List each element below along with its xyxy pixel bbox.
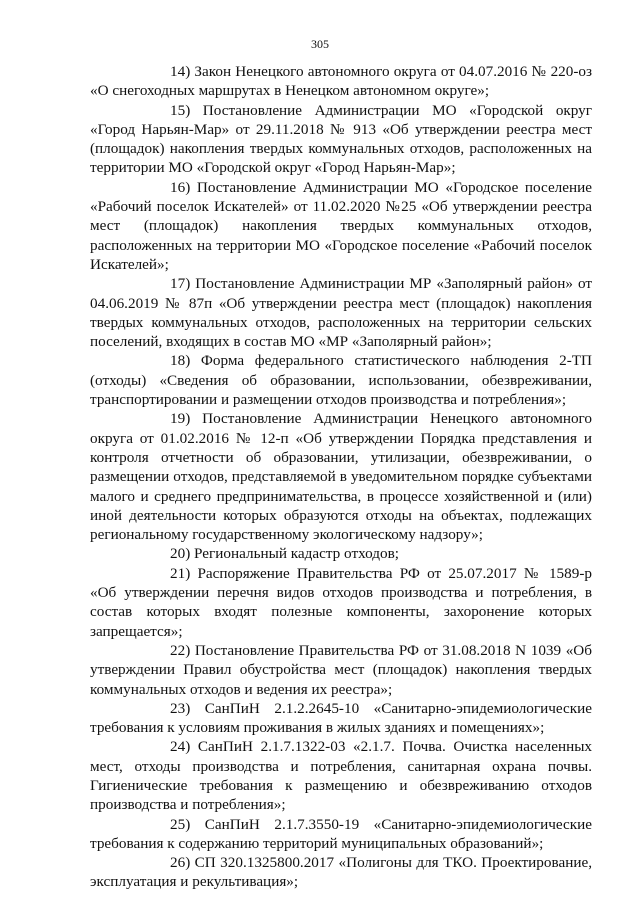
item-number: 25) bbox=[170, 815, 191, 833]
list-item bbox=[90, 699, 592, 738]
item-text: Постановление Правительства РФ от 31.08.2018 N 1039 «Об утверждении Правил обустройства мест (площадок) накопления твердых коммунальных отходов и ведения их реестра»; bbox=[90, 641, 592, 698]
item-text: Региональный кадастр отходов; bbox=[194, 545, 399, 563]
list-item bbox=[90, 274, 592, 351]
item-text: СанПиН 2.1.7.3550-19 «Санитарно-эпидемиологические требования к содержанию территорий муниципальных образований»; bbox=[90, 815, 592, 852]
list-item bbox=[90, 62, 592, 101]
item-number: 18) bbox=[170, 352, 191, 370]
list-item bbox=[90, 409, 592, 544]
item-text: Распоряжение Правительства РФ от 25.07.2017 № 1589-р «Об утверждении перечня видов отходов производства и потребления, в состав которых входят полезные компоненты, захоронение которых запрещается»; bbox=[90, 564, 592, 640]
list-item bbox=[90, 737, 592, 814]
item-number: 16) bbox=[170, 178, 191, 196]
list-item bbox=[90, 564, 592, 641]
list-item bbox=[90, 641, 592, 699]
item-text: Постановление Администрации МО «Городское поселение «Рабочий поселок Искателей» от 11.02.2020 №25 «Об утверждении реестра мест (площадок) накопления твердых коммунальных отходов, расположенных на территории МО «Городское поселение «Рабочий поселок Искателей»; bbox=[90, 178, 593, 273]
page-number: 305 bbox=[311, 37, 329, 51]
item-text: Форма федерального статистического наблюдения 2-ТП (отходы) «Сведения об образовании, использовании, обезвреживании, транспортировании и размещении отходов производства и потребления»; bbox=[90, 352, 593, 409]
item-text: Закон Ненецкого автономного округа от 04.07.2016 № 220-оз «О снегоходных маршрутах в Ненецком автономном округе»; bbox=[90, 63, 592, 100]
item-number: 14) bbox=[170, 63, 191, 80]
item-number: 26) bbox=[170, 854, 191, 872]
list-item bbox=[90, 853, 592, 892]
item-text: СанПиН 2.1.7.1322-03 «2.1.7. Почва. Очистка населенных мест, отходы производства и потребления, санитарная охрана почвы. Гигиенические требования к размещению и обезвреживанию отходов производства и потребления»; bbox=[90, 738, 592, 814]
item-number: 19) bbox=[170, 410, 191, 428]
item-number: 22) bbox=[170, 641, 191, 659]
item-number: 20) bbox=[170, 545, 191, 563]
item-number: 15) bbox=[170, 101, 191, 119]
list-item bbox=[90, 178, 592, 274]
item-text: Постановление Администрации Ненецкого автономного округа от 01.02.2016 № 12-п «Об утверждении Порядка представления и контроля отчетности об образовании, утилизации, обезвреживании, о размещении отходов, представляемой в уведомительном порядке субъектами малого и среднего предпринимательства, в процессе хозяйственной и (или) иной деятельности которых образуются отходы на объектах, подлежащих региональному государственному экологическому надзору»; bbox=[90, 410, 592, 544]
reference-list bbox=[90, 62, 592, 892]
list-item bbox=[90, 544, 592, 563]
list-item bbox=[90, 815, 592, 854]
item-text: Постановление Администрации МО «Городской округ «Город Нарьян-Мар» от 29.11.2018 № 913 «Об утверждении реестра мест (площадок) накопления твердых коммунальных отходов, расположенных на территории МО «Городской округ «Город Нарьян-Мар»; bbox=[90, 101, 593, 177]
list-item bbox=[90, 351, 592, 409]
item-text: СП 320.1325800.2017 «Полигоны для ТКО. Проектирование, эксплуатация и рекультивация»; bbox=[90, 854, 592, 891]
item-number: 24) bbox=[170, 738, 191, 756]
item-number: 23) bbox=[170, 699, 191, 717]
item-number: 21) bbox=[170, 564, 191, 582]
list-item bbox=[90, 101, 592, 178]
item-number: 17) bbox=[170, 275, 191, 293]
item-text: Постановление Администрации МР «Заполярный район» от 04.06.2019 № 87п «Об утверждении реестра мест (площадок) накопления твердых коммунальных отходов, расположенных на территории сельских поселений, входящих в состав МО «МР «Заполярный район»; bbox=[90, 275, 592, 351]
item-text: СанПиН 2.1.2.2645-10 «Санитарно-эпидемиологические требования к условиям проживания в жилых зданиях и помещениях»; bbox=[90, 699, 592, 737]
